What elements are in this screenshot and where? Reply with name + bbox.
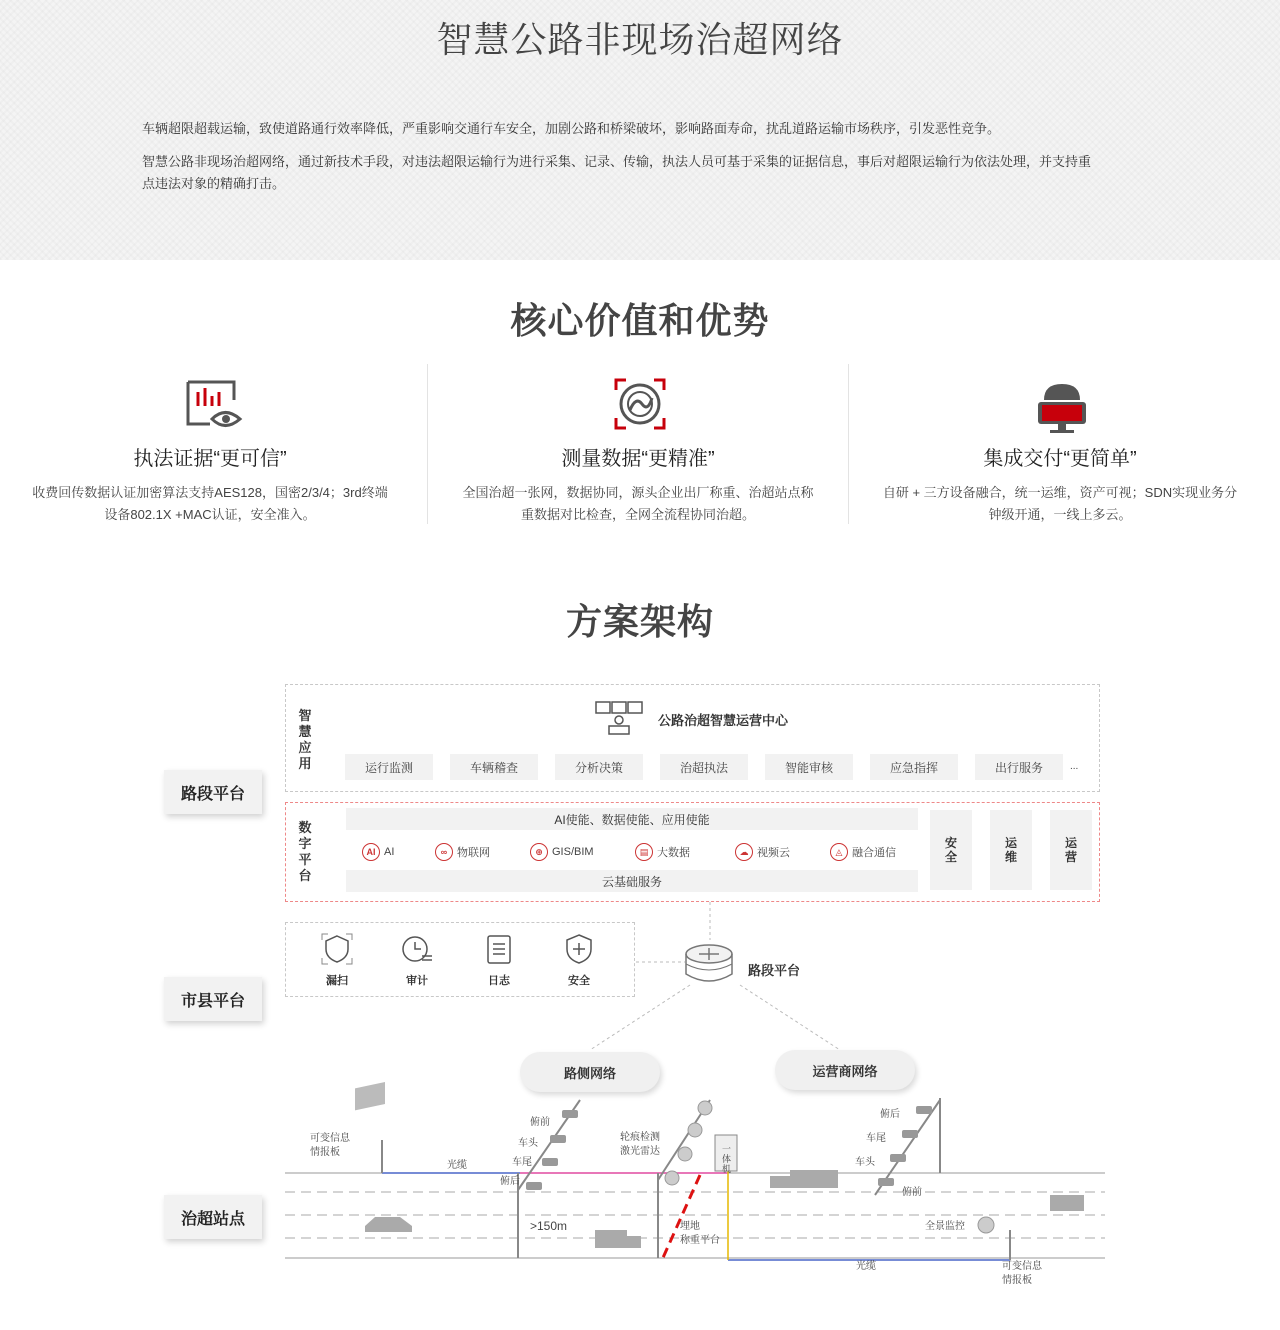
value-title-evidence: 执法证据“更可信” [133,448,287,470]
value-title-precision: 测量数据“更精准” [561,448,715,470]
app-vehicle-check: 车辆稽查 [450,754,538,780]
side-security [930,810,972,890]
cam-front-label: 俯前 [530,1117,550,1128]
service-video-cloud-label: 视频云 [757,847,790,859]
router-icon [683,942,735,988]
app-more: ... [1070,761,1079,772]
integrated-unit-label: 一体机 [722,1144,732,1174]
side-char: 运 [1064,836,1077,850]
roadside-network-cloud: 路侧网络 [520,1052,660,1092]
side-char: 全 [944,850,957,864]
bigdata-icon: ▤ [635,843,653,861]
cloud-infra-bar: 云基础服务 [346,870,918,892]
cam-back-label: 俯后 [500,1176,520,1187]
value-card-evidence [0,362,420,532]
operations-center-label: 公路治超智慧运营中心 [658,713,789,728]
label-char: 台 [298,868,312,883]
label-char: 数 [298,820,312,835]
tire-lidar-label: 轮痕检测 激光雷达 [620,1132,660,1157]
label-char: 平 [298,852,312,867]
service-gis [530,842,594,862]
cam-tail-label: 车尾 [512,1157,532,1168]
operations-center-icon [594,700,644,736]
intro-paragraph-2: 智慧公路非现场治超网络，通过新技术手段，对违法超限运输行为进行采集、记录、传输，执法人员可基于采集的证据信息，事后对超限运输行为依法处理，并支持重点违法对象的精确打击。 [142,154,1092,191]
cloud-monitor-icon [1030,372,1094,436]
tier-county-platform: 市县平台 [164,977,262,1021]
right-cam-head-label: 车头 [855,1157,875,1168]
smart-app-label [297,708,313,772]
side-business [1050,810,1092,890]
app-analysis: 分析决策 [555,754,643,780]
service-iot-label: 物联网 [457,847,490,859]
label-char: 字 [298,836,312,851]
service-bigdata [635,842,690,862]
right-cam-back-label: 俯后 [880,1109,900,1120]
tier-site: 治超站点 [164,1195,262,1239]
weigh-platform-label: 埋地 称重平台 [680,1221,720,1246]
service-video-cloud [735,842,790,862]
intro-section [0,0,1280,260]
app-run-monitor: 运行监测 [345,754,433,780]
digital-platform-label [297,820,313,884]
label-char: 应 [298,740,312,755]
architecture-diagram [150,670,1130,1310]
intro-title: 智慧公路非现场治超网络 [436,19,844,60]
service-ai-label: AI [384,846,395,858]
service-ai [362,842,394,862]
side-operations [990,810,1032,890]
side-char: 维 [1004,850,1017,864]
service-bigdata-label: 大数据 [657,847,690,859]
evidence-eye-icon [180,372,244,436]
architecture-title: 方案架构 [565,601,714,642]
distance-label: >150m [530,1219,568,1233]
cam-head-label: 车头 [518,1138,538,1149]
carrier-network-cloud: 运营商网络 [775,1050,915,1090]
app-travel-service: 出行服务 [975,754,1063,780]
fusion-comm-icon: ◬ [830,843,848,861]
ai-icon: AI [362,843,380,861]
side-char: 营 [1064,850,1077,864]
value-card-precision [428,362,848,532]
county-label-log: 日志 [488,975,510,987]
values-title: 核心价值和优势 [510,300,770,341]
county-label-audit: 审计 [406,975,428,987]
app-enforcement: 治超执法 [660,754,748,780]
right-cam-front-label: 俯前 [902,1187,922,1198]
county-label-scan: 漏扫 [326,975,348,987]
right-info-board-label: 可变信息 情报板 [1002,1261,1042,1286]
log-doc-icon [482,932,516,966]
panorama-label: 全景监控 [925,1221,965,1232]
label-char: 用 [298,756,312,771]
app-smart-review: 智能审核 [765,754,853,780]
tier-road-platform: 路段平台 [164,770,262,814]
value-desc-evidence: 收费回传数据认证加密算法支持AES128，国密2/3/4；3rd终端设备802.1X +MAC认证，安全准入。 [32,485,388,522]
value-card-delivery [850,362,1270,532]
value-title-delivery: 集成交付“更简单” [983,448,1137,470]
fiber-right-label: 光缆 [856,1261,876,1272]
scan-shield-icon [320,932,354,966]
service-fusion [830,842,896,862]
service-fusion-label: 融合通信 [852,847,896,859]
precision-gauge-icon [608,372,672,436]
right-cam-tail-label: 车尾 [866,1133,886,1144]
side-char: 安 [944,836,957,850]
gis-icon: ⊕ [530,843,548,861]
enablement-bar: AI使能、数据使能、应用使能 [346,808,918,830]
value-desc-precision: 全国治超一张网，数据协同，源头企业出厂称重、治超站点称重数据对比检查，全网全流程协同治超。 [462,485,814,522]
router-label: 路段平台 [748,963,801,978]
value-divider [848,364,849,524]
label-char: 慧 [298,724,312,739]
county-label-security: 安全 [568,975,590,987]
service-gis-label: GIS/BIM [552,846,594,858]
app-emergency: 应急指挥 [870,754,958,780]
side-char: 运 [1004,836,1017,850]
audit-clock-icon [400,932,434,966]
value-desc-delivery: 自研 + 三方设备融合，统一运维，资产可视；SDN实现业务分钟级开通，一线上多云。 [882,485,1238,522]
iot-icon: ∞ [435,843,453,861]
intro-paragraph-1: 车辆超限超载运输，致使道路通行效率降低，严重影响交通行车安全，加剧公路和桥梁破坏，影响路面寿命，扰乱道路运输市场秩序，引发恶性竞争。 [142,121,1001,136]
left-info-board-label: 可变信息 情报板 [310,1133,350,1158]
video-cloud-icon: ☁ [735,843,753,861]
fiber-left-label: 光缆 [447,1160,467,1171]
label-char: 智 [298,708,312,723]
service-iot [435,842,490,862]
security-shield-icon [562,932,596,966]
